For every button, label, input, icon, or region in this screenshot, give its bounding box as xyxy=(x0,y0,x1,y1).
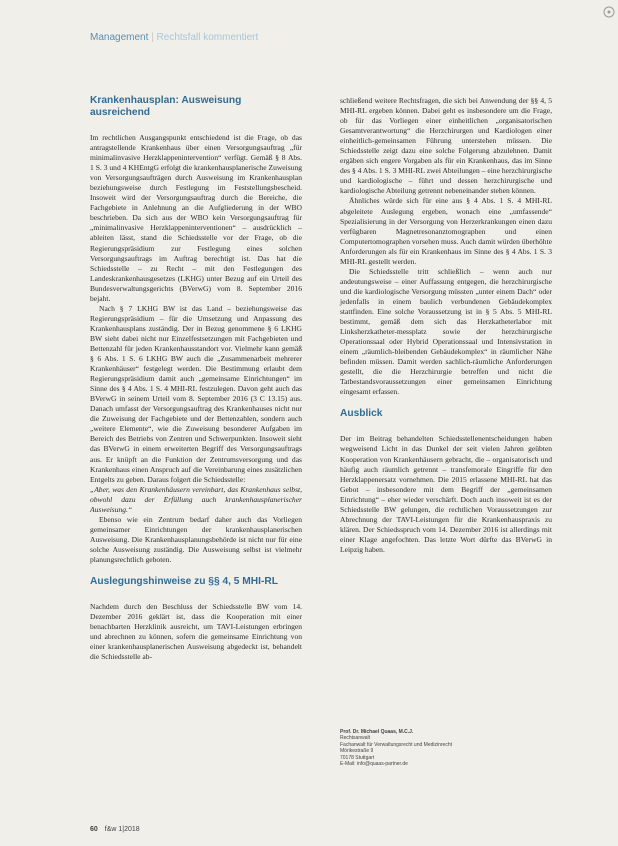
author-street: Mörikestraße 9 xyxy=(340,748,374,755)
quote-text: „Aber, was den Krankenhäusern vereinbart, das Krankenhaus selbst, obwohl dazu der Erfüllung auch krankenhausplanerischer Ausweisung.“ xyxy=(90,484,302,514)
author-signature xyxy=(340,729,490,767)
author-city: 70178 Stuttgart xyxy=(340,754,375,761)
section-heading-auslegungshinweise: Auslegungshinweise zu §§ 4, 5 MHI-RL xyxy=(90,576,278,588)
author-email: E-Mail: info@quaas-partner.de xyxy=(340,761,408,768)
paragraph: Ebenso wie ein Zentrum bedarf daher auch das Vorliegen gemeinsamer Einrichtungen der krankenhausplanerischen Ausweisung. Die Krankenhausplanungsbehörde ist nicht nur für eine solche Ausweisung zuständig. Die Ausweisung selbst ist vielmehr planungsrechtlich geboten. xyxy=(90,514,302,564)
paragraph: Nachdem durch den Beschluss der Schiedsstelle BW vom 14. Dezember 2016 geklärt ist, dass die Kooperation mit einer benachbarten Herzklinik ausreicht, um TAVI-Leistungen erbringen und abrechnen zu können, sofern die gemeinsame Einrichtung von einer krankenhausplanerischen Ausweisung abgedeckt ist, behandelt die Schiedsstelle ab- xyxy=(90,602,302,662)
journal-name: f&w 1|2018 xyxy=(104,826,140,833)
scanner-mark-icon xyxy=(603,6,615,18)
right-column xyxy=(340,96,552,555)
page-footer xyxy=(90,826,140,833)
author-role: Rechtsanwalt xyxy=(340,735,371,742)
paragraph: schließend weitere Rechtsfragen, die sich bei Anwendung der §§ 4, 5 MHI-RL ergeben können. Dabei geht es insbesondere um die Frage, ob für das Vorliegen einer einheitlichen „organisatorischen Gesamtverantwortung“ die Herzchirurgen und Kardiologen einer einheitlich-gemeinsamen Führung unterstehen müssen. Die Schiedsstelle zeigt dazu eine solche Folgerung abzulehnen. Damit ergäben sich engere Vorgaben als für ein Krankenhaus, das im Sinne des § 4 Abs. 1 S. 3 MHI-RL zwei Abteilungen – eine herzchirurgische und kardiologische – führt und dessen herzchirurgische und kardiologische Abteilung getrennt nebeneinander stehen können. xyxy=(340,96,552,196)
paragraph: Im rechtlichen Ausgangspunkt entschiedend ist die Frage, ob das antragstellende Krankenhaus über einen Versorgungsauftrag „für minimalinvasive Herzklappenintervention“ verfügt. Gemäß § 8 Abs. 1 S. 3 und 4 KHEntgG erfolgt die krankenhausplanerische Zuweisung von Versorgungsaufträgen durch Ausweisung im Krankenhausplan beziehungsweise durch Festlegung im Feststellungsbescheid. Insoweit wird der Versorgungsauftrag durch die Bereiche, die Fachgebiete in Anlehnung an die Aufgliederung in der WBO beschrieben. Da sich aus der WBO kein Versorgungsauftrag für „minimalinvasive Herzklappeninterventionen“ – ausdrücklich – ableiten lässt, stand die Schiedsstelle vor der Frage, ob die Regierungspräsidium zur Festlegung eines solchen Versorgungsauftrags im Auftrag berechtigt ist. Das hat die Schiedsstelle – zu Recht – mit den Festlegungen des Landeskrankenhausgesetzes (LKHG) unter Bezug auf ein Urteil des Bundesverwaltungsgerichts (BVerwG) vom 8. September 2016 bejaht. xyxy=(90,133,302,303)
section-heading-ausblick: Ausblick xyxy=(340,408,383,420)
running-header xyxy=(90,32,258,43)
author-specialty: Fachanwalt für Verwaltungsrecht und Medizinrecht xyxy=(340,741,453,748)
paragraph: Ähnliches würde sich für eine aus § 4 Abs. 1 S. 4 MHI-RL abgeleitete Auslegung ergeben, wonach eine „umfassende“ Spezialisierung in der Versorgung von Herzerkrankungen einen dazu verfügbaren Magnetresonanztomographen und einen Computertomographen vorsehen muss. Auch damit würden überhöhte Anforderungen als für ein Krankenhaus im Sinne des § 4 Abs. 1 S. 3 MHI-RL gestellt werden. xyxy=(340,196,552,266)
paragraph: Der im Beitrag behandelten Schiedsstellenentscheidungen haben wegweisend Licht in das Dunkel der seit vielen Jahren geübten Kooperation von Krankenhäusern gebracht, die – organisatorisch und häufig auch räumlich getrennt – transfemorale Eingriffe für den Herzklappenersatz vornehmen. Die 2015 erlassene MHI-RL hat das Gebot – insbesondere mit dem Begriff der „gemeinsamen Einrichtung“ – eher wieder verschärft. Doch auch insoweit ist es der Schiedsstelle BW gelungen, die rechtlichen Voraussetzungen zur Abrechnung der TAVI-Leistungen für die Krankenhauspraxis zu klären. Der Schiedsspruch vom 14. Dezember 2016 ist allerdings mit einer Klage angefochten. Das letzte Wort dürfte das BVerwG in Leipzig haben. xyxy=(340,434,552,554)
left-column xyxy=(90,95,302,662)
paragraph-quote xyxy=(90,485,302,515)
header-subsection: Rechtsfall kommentiert xyxy=(156,32,259,43)
section-heading-krankenhausplan: Krankenhausplan: Ausweisung ausreichend xyxy=(90,95,242,118)
paragraph: Nach § 7 LKHG BW ist das Land – beziehungsweise das Regierungspräsidium – für die Umsetzung und Anpassung des Krankenhausplans zuständig. Der in Bezug genommene § 6 LKHG BW sieht dabei nicht nur Einzelfestsetzungen mit Fachgebieten und Bettenzahl für jeden Krankenhausstandort vor. Vielmehr kann gemäß § 6 Abs. 1 S. 6 LKHG BW auch die „Zusammenarbeit mehrerer Krankenhäuser“ festgelegt werden. Die Bestimmung erlaubt dem Regierungspräsidium damit auch „gemeinsame Einrichtungen“ im Sinne des § 4 Abs. 1 S. 4 MHI-RL festzulegen. Davon geht auch das BVerwG in seinem Urteil vom 8. September 2016 (3 C 13.15) aus. Danach umfasst der Versorgungsauftrag des Krankenhauses nicht nur die Zuweisung der Fachgebiete und der Bettenzahlen, sondern auch „weitere Elemente“, wie die Zuweisung besonderer Aufgaben im Bereich des Betriebs von Zentren und Schwerpunkten. Insoweit sieht das BVerwG in einem erweiterten Begriff des Versorgungsauftrags aus. Er knüpft an die Funktion der Zentrumsversorgung und das Krankenhaus einen Anspruch auf die Vereinbarung eines zusätzlichen Entgelts zu geben. Daraus folgert die Schiedsstelle: xyxy=(90,303,302,484)
author-name: Prof. Dr. Michael Quaas, M.C.J. xyxy=(340,729,414,735)
page-number: 60 xyxy=(90,826,98,833)
header-section: Management xyxy=(90,32,149,43)
header-separator: | xyxy=(151,32,154,43)
paragraph: Die Schiedsstelle tritt schließlich – wenn auch nur andeutungsweise – einer Auffassung entgegen, die herzchirurgische und die kardiologische Versorgung müssten „unter einem Dach“ oder jedenfalls in einem baulich verbundenen Gebäudekomplex stattfinden. Eine solche Voraussetzung ist in § 5 Abs. 5 MHI-RL bestimmt, gemäß dem sich das Herzkatheterlabor mit Linksherzkatheter-messplatz sowie der herzchirurgische Operationssaal oder Hybrid Operationssaal und Intensivstation in einem „räumlich-bleibenden Gebäudekomplex“ in räumlicher Nähe befinden müssen. Damit werden sachlich-räumliche Anforderungen gestellt, die die Herzchirurgie betreffen und nicht die Tatbestandsvoraussetzungen einer gemeinsamen Einrichtung eingesamt erfassen. xyxy=(340,266,552,397)
